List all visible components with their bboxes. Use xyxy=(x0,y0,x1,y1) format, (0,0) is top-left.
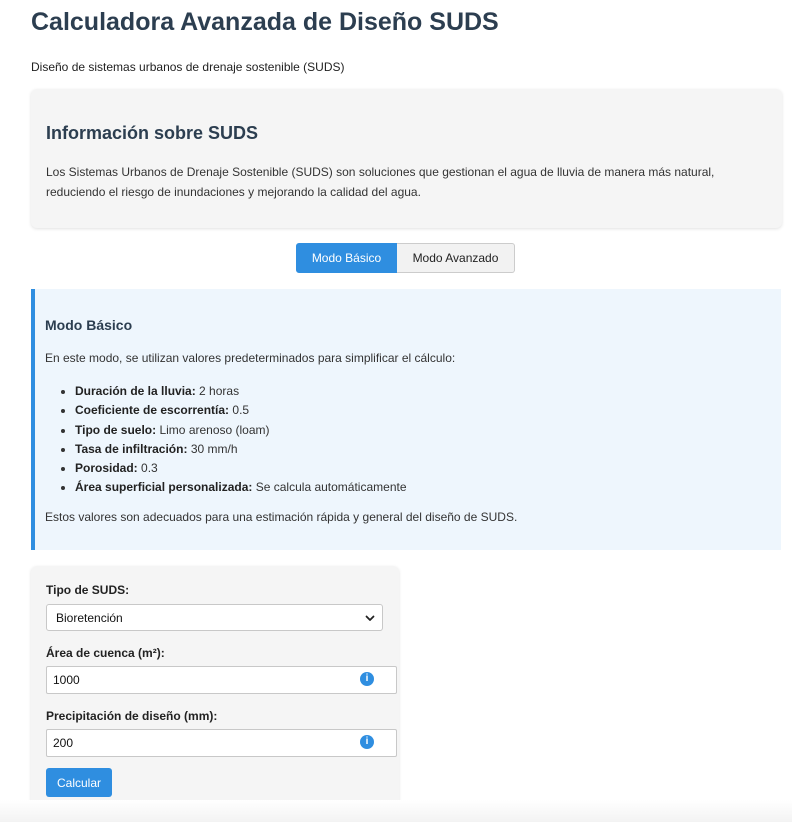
basic-mode-intro: En este modo, se utilizan valores predeterminados para simplificar el cálculo: xyxy=(45,351,456,365)
info-icon[interactable]: i xyxy=(360,672,374,686)
info-text: Los Sistemas Urbanos de Drenaje Sostenible (SUDS) son soluciones que gestionan el agua de lluvia de manera más natural, reduciendo el riesgo de inundaciones y mejorando la calidad del agua. xyxy=(46,165,715,199)
list-item xyxy=(75,459,407,478)
info-icon[interactable]: i xyxy=(360,735,374,749)
item-value: 0.5 xyxy=(232,403,250,418)
precipitation-label: Precipitación de diseño (mm): xyxy=(46,709,218,723)
area-value: 1000 xyxy=(53,673,80,687)
page-title: Calculadora Avanzada de Diseño SUDS xyxy=(31,8,499,36)
area-input[interactable] xyxy=(46,666,397,694)
list-item xyxy=(75,421,407,440)
item-value: 2 horas xyxy=(199,384,240,398)
precipitation-value: 200 xyxy=(53,736,74,750)
suds-type-label: Tipo de SUDS: xyxy=(46,583,130,597)
info-heading: Información sobre SUDS xyxy=(46,123,259,143)
area-label: Área de cuenca (m²): xyxy=(46,646,165,660)
item-label: Tipo de suelo: xyxy=(75,422,157,437)
list-item xyxy=(75,478,407,497)
info-card xyxy=(31,89,782,228)
item-value: 0.3 xyxy=(141,461,158,476)
precipitation-input[interactable] xyxy=(46,729,397,757)
item-label: Duración de la lluvia: xyxy=(75,384,196,398)
list-item xyxy=(75,382,407,401)
basic-mode-heading: Modo Básico xyxy=(45,317,133,333)
list-item xyxy=(75,401,407,420)
advanced-mode-button[interactable]: Modo Avanzado xyxy=(397,243,515,273)
item-value: Se calcula automáticamente xyxy=(255,480,407,495)
calculate-button[interactable]: Calcular xyxy=(46,768,112,797)
item-label: Área superficial personalizada: xyxy=(75,480,253,495)
mode-toggle xyxy=(296,243,515,273)
basic-mode-outro: Estos valores son adecuados para una estimación rápida y general del diseño de SUDS. xyxy=(45,510,518,524)
item-value: Limo arenoso (loam) xyxy=(159,422,270,437)
item-label: Porosidad: xyxy=(75,461,138,476)
page-subtitle: Diseño de sistemas urbanos de drenaje sostenible (SUDS) xyxy=(31,60,345,74)
item-label: Coeficiente de escorrentía: xyxy=(75,403,230,418)
list-item xyxy=(75,440,407,459)
calculator-form xyxy=(31,566,399,812)
item-value: 30 mm/h xyxy=(190,441,238,456)
chevron-down-icon xyxy=(365,613,375,623)
suds-type-select[interactable] xyxy=(46,604,383,631)
suds-type-value: Bioretención xyxy=(56,610,123,625)
defaults-list xyxy=(45,382,407,498)
item-label: Tasa de infiltración: xyxy=(75,441,188,456)
basic-mode-button[interactable]: Modo Básico xyxy=(296,243,397,273)
basic-mode-panel xyxy=(31,289,781,550)
bottom-fade xyxy=(0,800,792,822)
